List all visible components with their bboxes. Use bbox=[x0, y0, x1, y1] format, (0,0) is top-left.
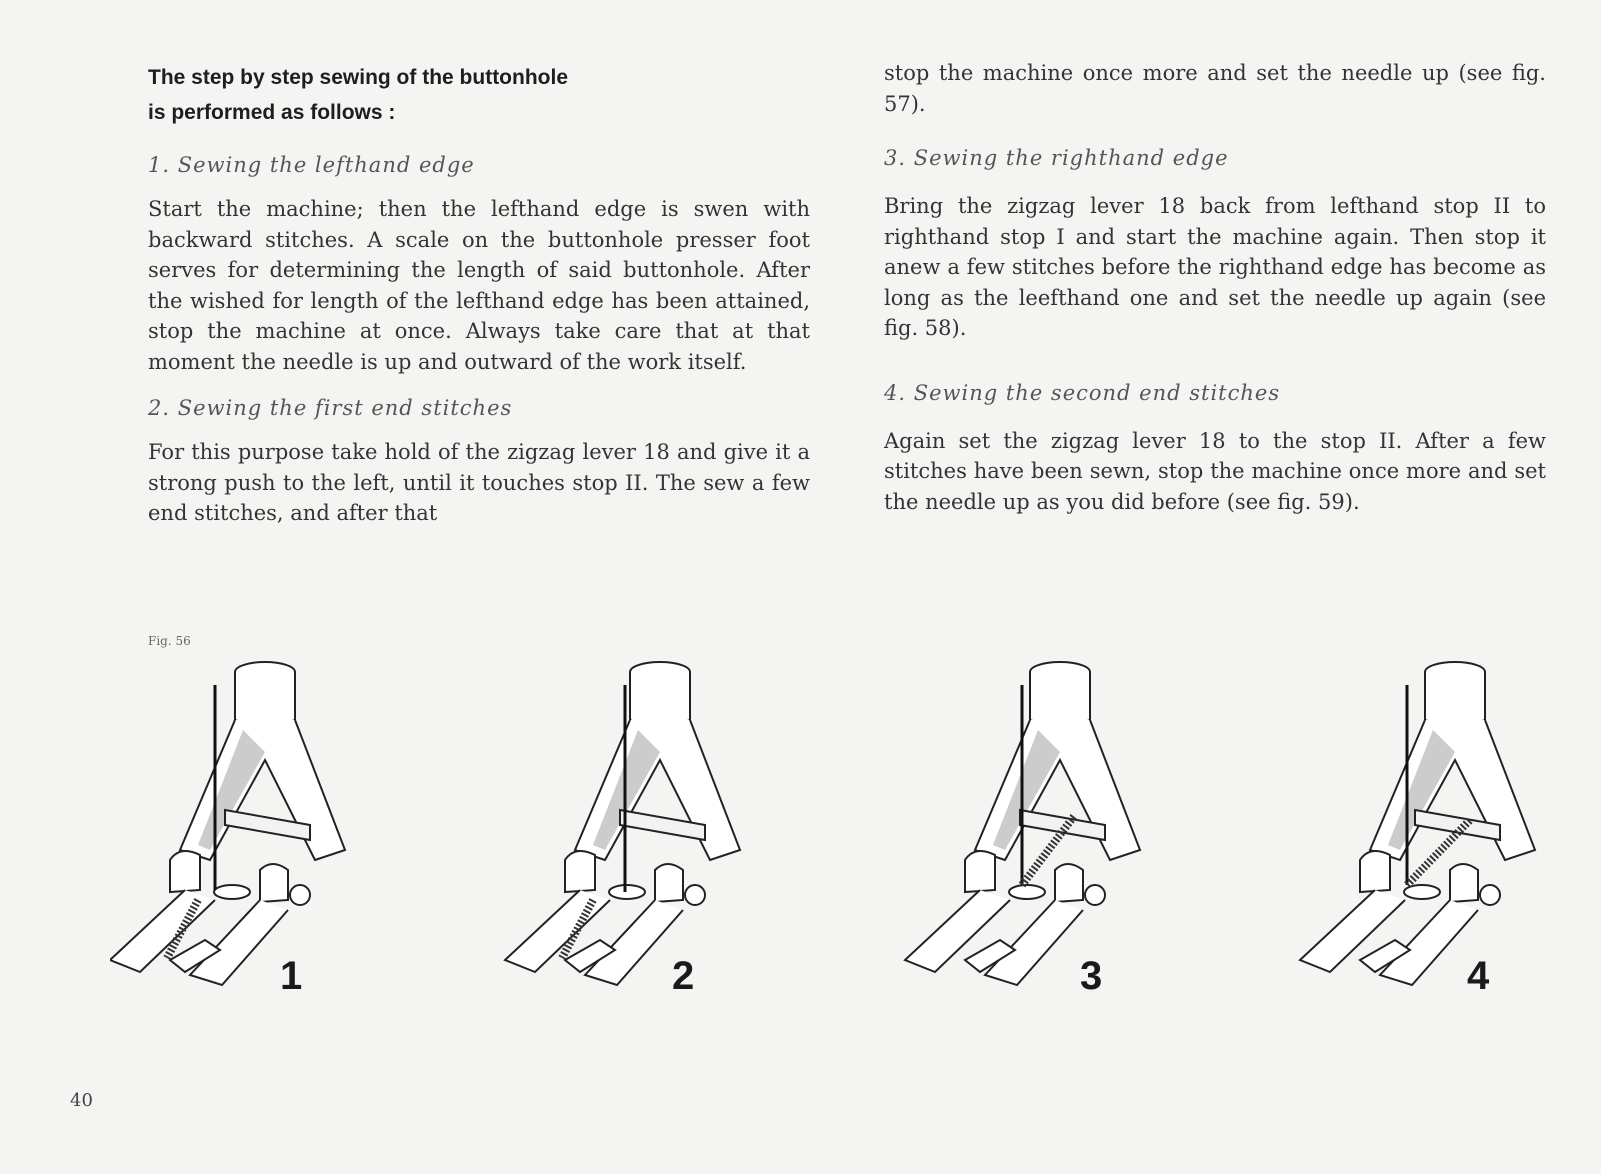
right-column bbox=[884, 58, 1546, 517]
figure-number-1: 1 bbox=[280, 954, 303, 998]
section-2-text: For this purpose take hold of the zigzag lever 18 and give it a strong push to the left, until it touches stop II. The sew a few end stitches, and after that bbox=[148, 440, 810, 525]
presser-foot-drawing-1 bbox=[110, 660, 430, 1020]
figure-number-2: 2 bbox=[672, 954, 695, 998]
presser-foot-illustration-4 bbox=[1295, 660, 1601, 1020]
heading-line-2: is performed as follows : bbox=[148, 101, 396, 124]
presser-foot-illustration-1 bbox=[110, 660, 430, 1020]
section-3-text: Bring the zigzag lever 18 back from lefthand stop II to righthand stop I and start the machine again. Then stop it anew a few stitches before the righthand edge has become as long as the leefthand one and set the needle up again (see fig. 58). bbox=[884, 194, 1546, 340]
section-1-title: 1. Sewing the lefthand edge bbox=[148, 153, 475, 177]
figure-label: Fig. 56 bbox=[148, 634, 191, 648]
section-2-title: 2. Sewing the first end stitches bbox=[148, 396, 513, 420]
presser-foot-illustration-2 bbox=[500, 660, 820, 1020]
continuation-text: stop the machine once more and set the needle up (see fig. 57). bbox=[884, 61, 1546, 116]
section-4-text: Again set the zigzag lever 18 to the stop II. After a few stitches have been sewn, stop the machine once more and set the needle up as you did before (see fig. 59). bbox=[884, 428, 1546, 514]
left-column bbox=[148, 58, 810, 529]
presser-foot-drawing-4 bbox=[1295, 660, 1601, 1020]
page-number: 40 bbox=[70, 1090, 93, 1111]
figure-number-4: 4 bbox=[1467, 954, 1490, 998]
presser-foot-illustration-3 bbox=[900, 660, 1220, 1020]
presser-foot-drawing-3 bbox=[900, 660, 1220, 1020]
section-1-text: Start the machine; then the lefthand edge is swen with backward stitches. A scale on the buttonhole presser foot serves for determining the length of said buttonhole. After the wished for length of the lefthand edge has been attained, stop the machine at once. Always take care that at that moment the needle is up and outward of the work itself. bbox=[148, 197, 810, 374]
figure-number-3: 3 bbox=[1080, 954, 1103, 998]
section-4-title: 4. Sewing the second end stitches bbox=[884, 380, 1281, 405]
section-3-title: 3. Sewing the righthand edge bbox=[884, 146, 1229, 170]
heading-line-1: The step by step sewing of the buttonhole bbox=[148, 66, 569, 89]
presser-foot-drawing-2 bbox=[500, 660, 820, 1020]
